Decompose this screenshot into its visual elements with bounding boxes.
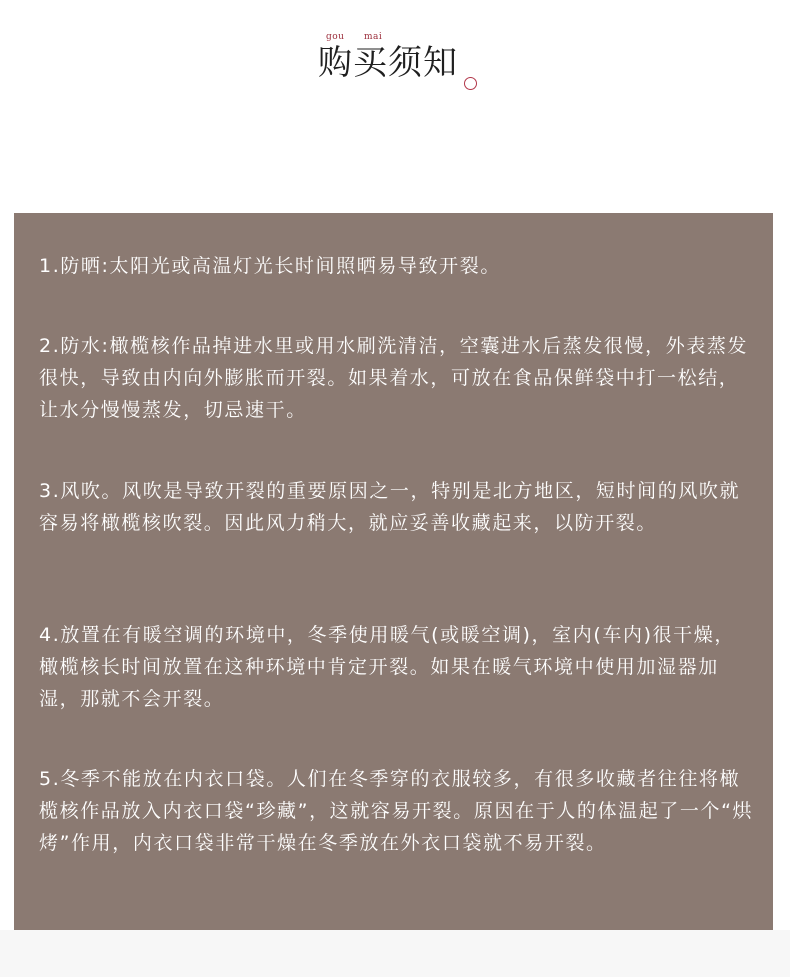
title-pinyin-gou: gou: [326, 32, 345, 42]
page-footer-band: [0, 930, 790, 977]
notice-item-pocket: 5.冬季不能放在内衣口袋。人们在冬季穿的衣服较多，有很多收藏者往往将橄榄核作品放入内衣口袋“珍藏”，这就容易开裂。原因在于人的体温起了一个“烘烤”作用，内衣口袋非常干燥在冬季放在外衣口袋就不易开裂。: [39, 768, 754, 854]
purchase-notice-panel: [14, 213, 773, 930]
notice-item-water: 2.防水:橄榄核作品掉进水里或用水刷洗清洁，空囊进水后蒸发很慢，外表蒸发很快，导致由内向外膨胀而开裂。如果着水，可放在食品保鲜袋中打一松结，让水分慢慢蒸发，切忌速干。: [39, 335, 749, 421]
decorative-ring-icon: [464, 77, 477, 90]
page-header: [0, 0, 790, 213]
page-title: 购买须知: [318, 43, 458, 83]
notice-item-heating: 4.放置在有暖空调的环境中，冬季使用暖气(或暖空调)，室内(车内)很干燥，橄榄核长时间放置在这种环境中肯定开裂。如果在暖气环境中使用加湿器加湿，那就不会开裂。: [39, 624, 735, 710]
notice-item-sun: 1.防晒:太阳光或高温灯光长时间照晒易导致开裂。: [39, 255, 501, 277]
notice-item-wind: 3.风吹。风吹是导致开裂的重要原因之一，特别是北方地区，短时间的风吹就容易将橄榄核吹裂。因此风力稍大，就应妥善收藏起来，以防开裂。: [39, 480, 741, 534]
title-pinyin-mai: mai: [364, 32, 383, 42]
